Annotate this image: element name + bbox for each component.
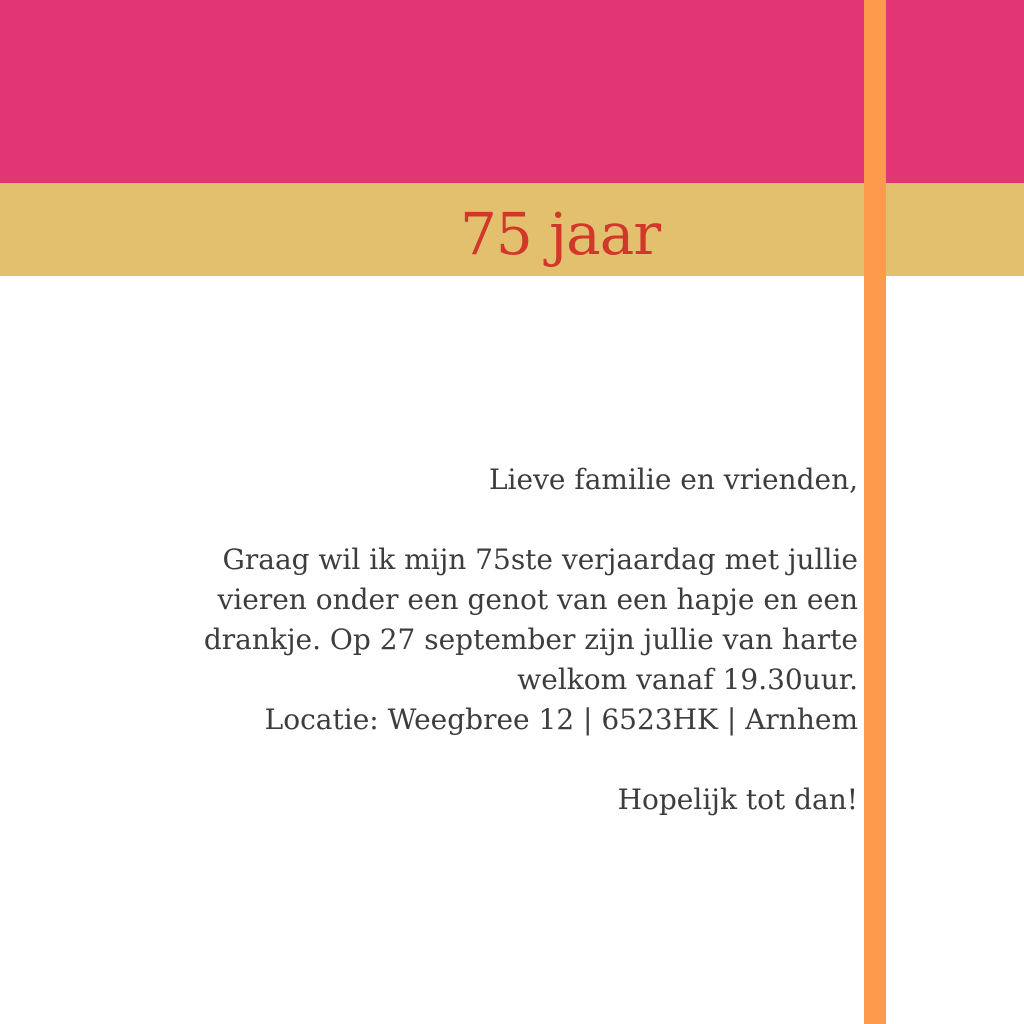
body-line: drankje. Op 27 september zijn jullie van harte [203,623,858,656]
body-line: Graag wil ik mijn 75ste verjaardag met jullie [222,543,858,576]
spacer [110,740,858,780]
greeting: Lieve familie en vrienden, [488,463,858,496]
body-line: vieren onder een genot van een hapje en een [217,583,858,616]
invitation-title: 75 jaar [459,200,661,268]
closing-line: Hopelijk tot dan! [617,783,858,816]
invitation-message [110,460,858,820]
location-line: Locatie: Weegbree 12 | 6523HK | Arnhem [264,703,858,736]
body-line: welkom vanaf 19.30uur. [517,663,858,696]
spacer [110,500,858,540]
orange-vertical-stripe [864,0,886,1024]
